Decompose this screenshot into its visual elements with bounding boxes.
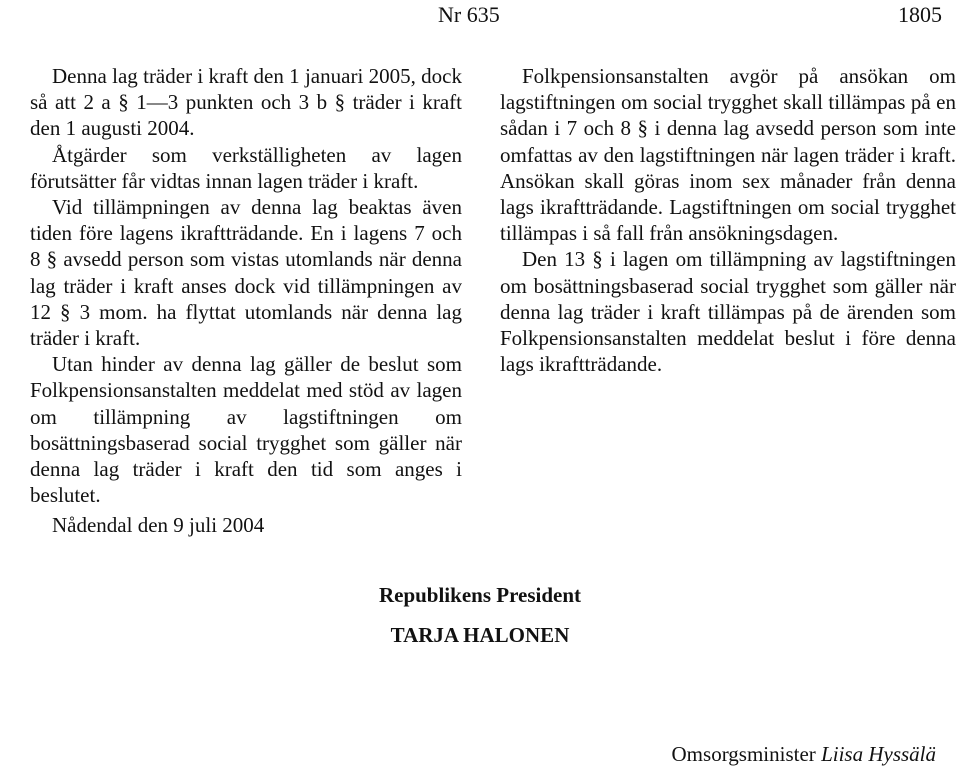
left-paragraph-1: Denna lag träder i kraft den 1 januari 2005, dock så att 2 a § 1—3 punkten och 3 b § träder i kraft den 1 augusti 2004. <box>30 64 462 141</box>
president-name: TARJA HALONEN <box>390 623 570 647</box>
president-title: Republikens President <box>378 583 582 607</box>
minister-signature <box>672 741 936 767</box>
right-paragraph-2: Den 13 § i lagen om tillämpning av lagstiftningen om bosättningsbaserad social trygghet som gäller när denna lag träder i kraft tillämpas på de ärenden som Folkpensionsanstalten meddelat beslut i före denna lags ikraftträdande. <box>500 247 956 377</box>
page-number-label: Nr 635 <box>438 2 500 27</box>
right-column <box>500 63 956 377</box>
place-date: Nådendal den 9 juli 2004 <box>52 513 265 537</box>
left-paragraph-2: Åtgärder som verkställigheten av lagen förutsätter får vidtas innan lagen träder i kraft. <box>30 142 462 193</box>
page-folio: 1805 <box>898 2 942 27</box>
right-paragraph-1: Folkpensionsanstalten avgör på ansökan om lagstiftningen om social trygghet skall tillämpas på en sådan i 7 och 8 § i denna lag avsedd person som inte omfattas av den lagstiftningen när lagen träder i kraft. Ansökan skall göras inom sex månader från denna lags ikraftträdande. Lagstiftningen om social trygghet tillämpas i så fall från ansökningsdagen. <box>500 64 956 246</box>
left-paragraph-3: Vid tillämpningen av denna lag beaktas även tiden före lagens ikraftträdande. En i lagens 7 och 8 § avsedd person som vistas utomlands när denna lag träder i kraft anses dock vid tillämpningen av 12 § 3 mom. ha flyttat utomlands när denna lag träder i kraft. <box>30 195 462 351</box>
left-column <box>30 63 462 508</box>
left-paragraph-4: Utan hinder av denna lag gäller de beslut som Folkpensionsanstalten meddelat med stöd av lagen om tillämpning av lagstiftningen om bosättningsbaserad social trygghet som gäller när denna lag träder i kraft den tid som anges i beslutet. <box>30 352 462 508</box>
minister-name: Liisa Hyssälä <box>821 742 936 766</box>
minister-title: Omsorgsminister <box>671 742 816 766</box>
